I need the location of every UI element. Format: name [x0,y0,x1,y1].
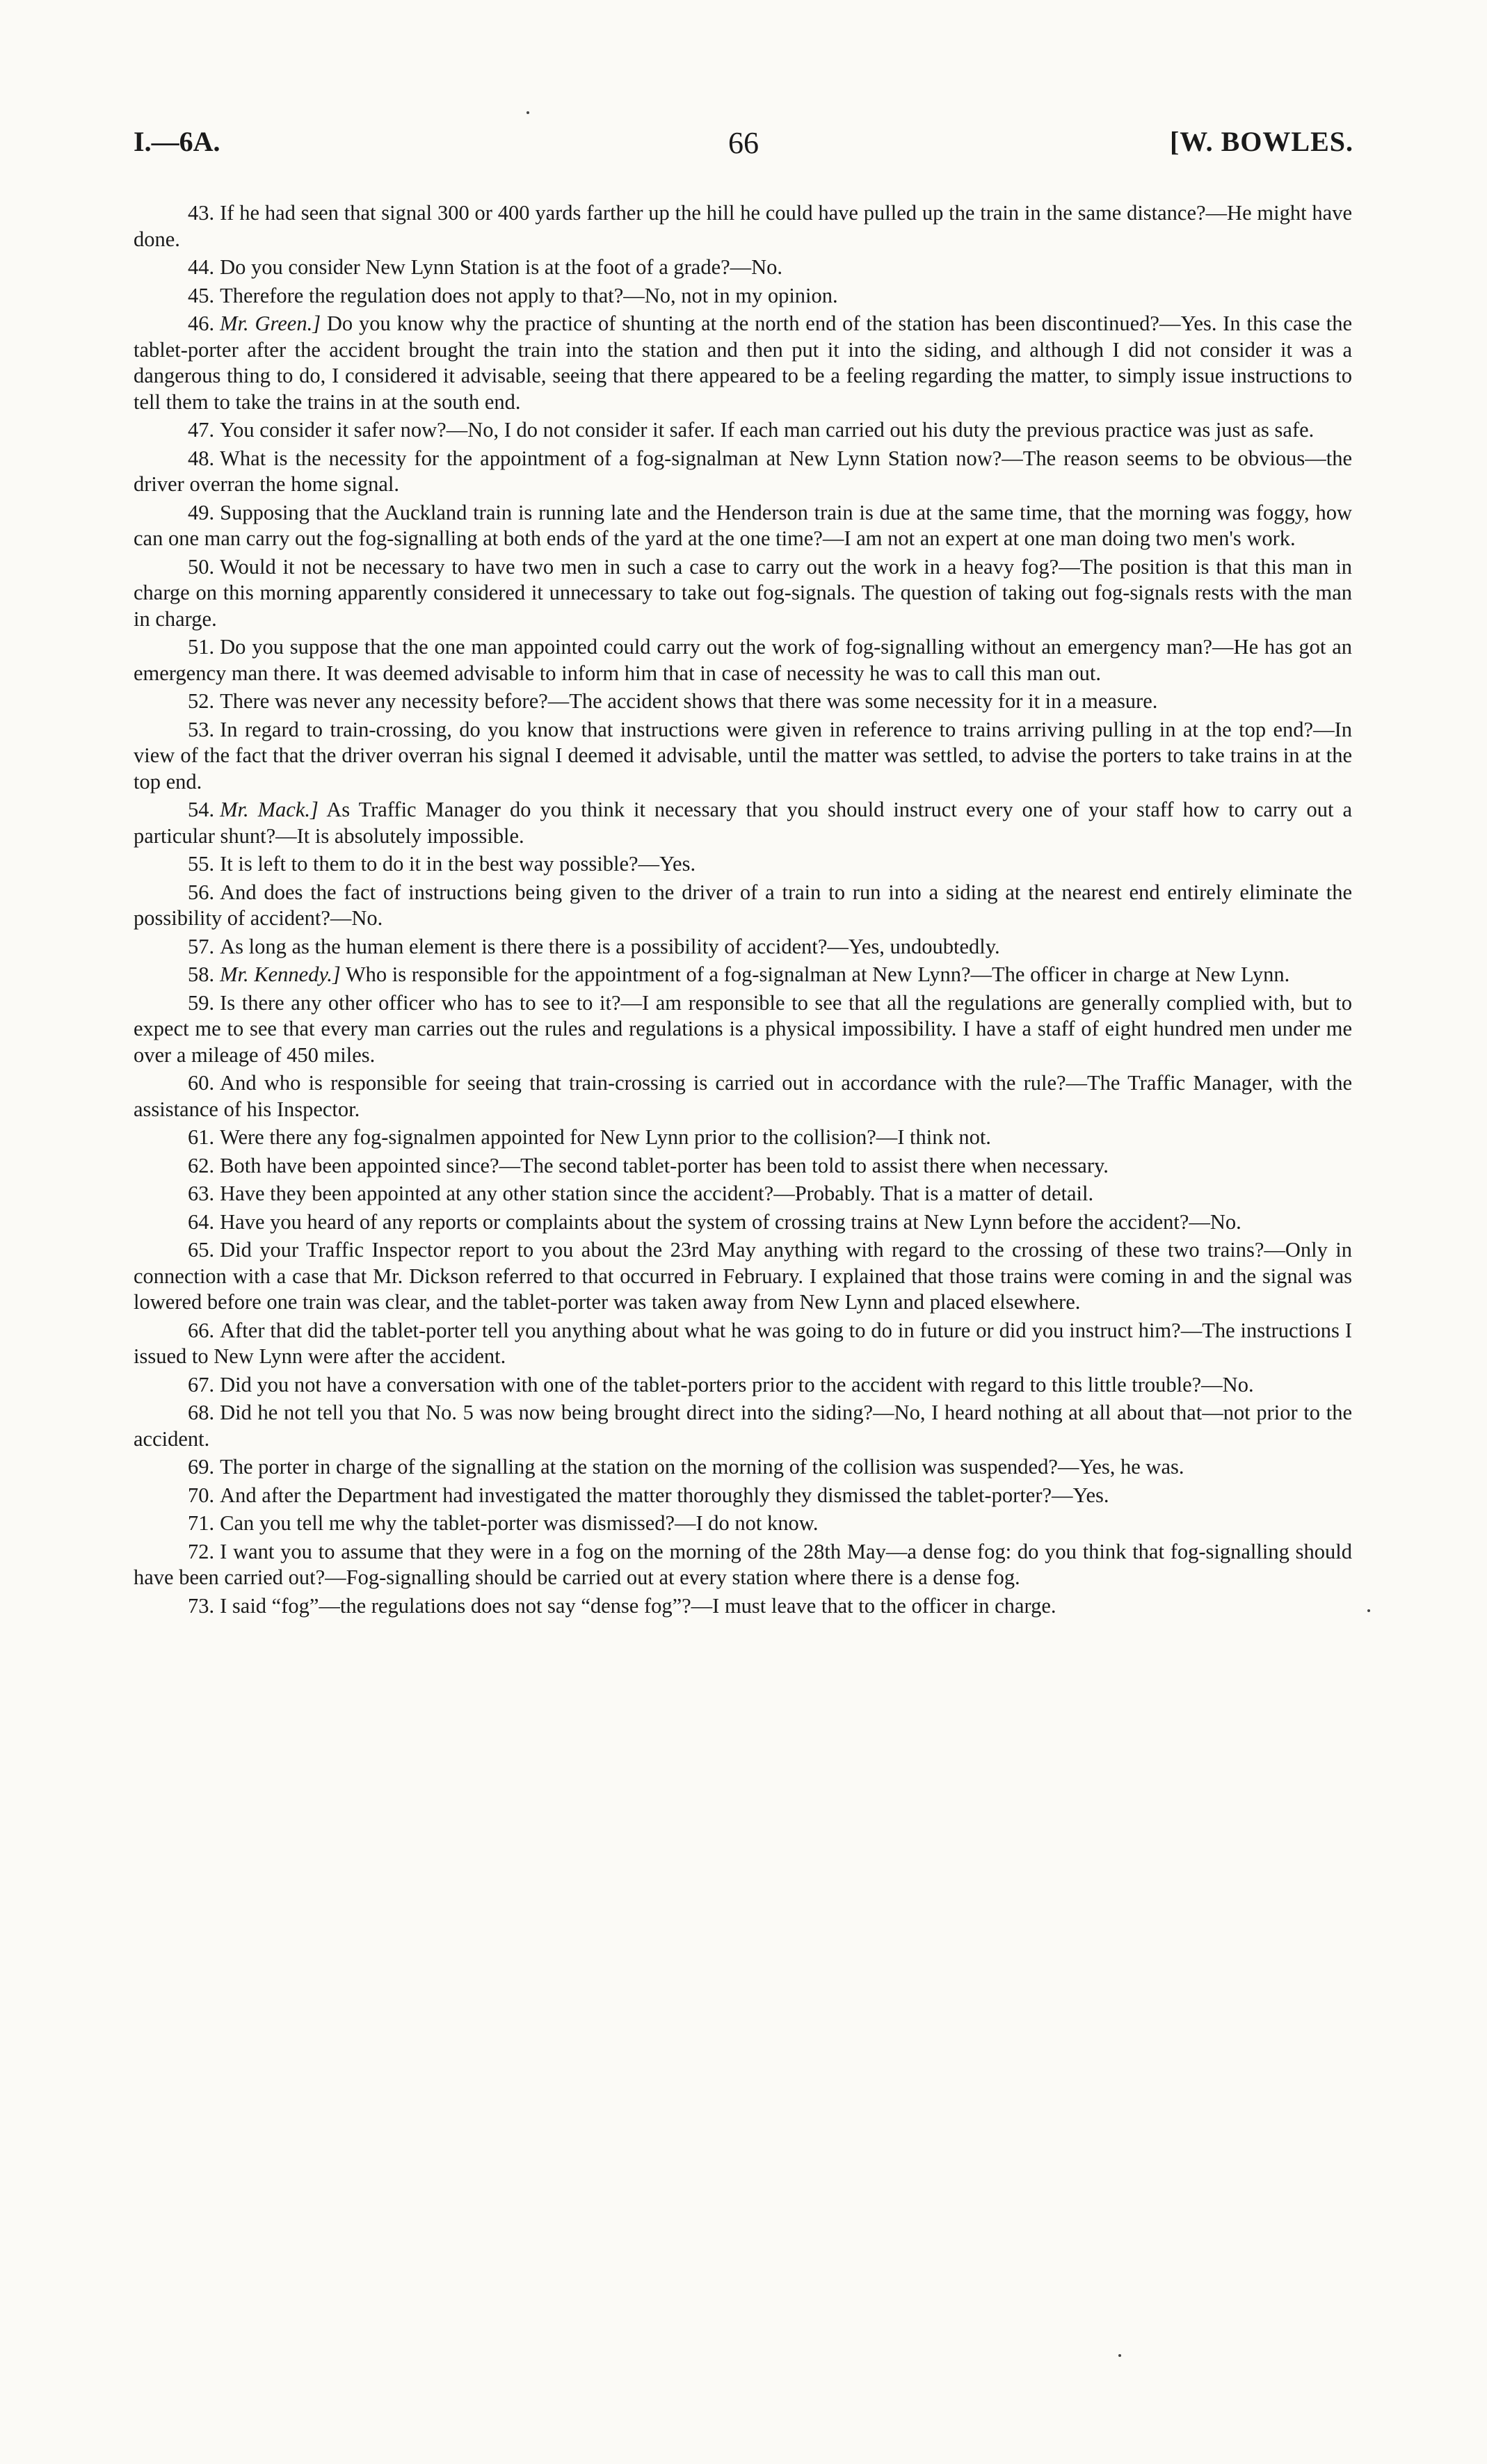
question-answer-text: Both have been appointed since?—The second tablet-porter has been told to assist there when necessary. [220,1153,1109,1177]
question-answer-text: If he had seen that signal 300 or 400 yards farther up the hill he could have pulled up the train in the same distance?—He might have done. [134,201,1352,251]
question-answer-paragraph [134,1400,1352,1452]
question-answer-paragraph [134,634,1352,686]
question-number: 45. [188,283,215,307]
print-speck [1367,1609,1370,1612]
question-number: 66. [188,1318,215,1342]
speaker-label: Mr. Green.] [220,312,321,335]
question-answer-paragraph [134,446,1352,498]
question-answer-text: As long as the human element is there there is a possibility of accident?—Yes, undoubtedly. [220,934,1000,958]
question-answer-paragraph [134,1318,1352,1370]
question-number: 56. [188,880,215,904]
question-number: 55. [188,852,215,876]
question-answer-text: What is the necessity for the appointment of a fog-signalman at New Lynn Station now?—The reason seems to be obvious—the driver overran the home signal. [134,446,1352,496]
document-reference: I.—6A. [134,126,220,157]
question-number: 73. [188,1593,215,1618]
testimony-body [134,200,1352,1621]
question-number: 57. [188,934,215,958]
page-number: 66 [728,126,759,160]
question-answer-paragraph [134,717,1352,796]
question-number: 47. [188,418,215,442]
question-answer-paragraph [134,200,1352,252]
question-answer-paragraph [134,1593,1352,1620]
question-answer-text: As Traffic Manager do you think it necessary that you should instruct every one of your staff how to carry out a particular shunt?—It is absolutely impossible. [134,798,1352,848]
question-answer-text: I said “fog”—the regulations does not say “dense fog”?—I must leave that to the officer in charge. [220,1593,1056,1618]
question-answer-paragraph [134,1070,1352,1122]
question-answer-paragraph [134,1483,1352,1509]
question-answer-paragraph [134,1125,1352,1151]
question-number: 68. [188,1401,215,1424]
question-answer-text: And does the fact of instructions being given to the driver of a train to run into a siding at the nearest end entirely eliminate the possibility of accident?—No. [134,880,1352,930]
question-answer-text: Have they been appointed at any other station since the accident?—Probably. That is a matter of detail. [220,1182,1094,1205]
question-answer-text: And after the Department had investigated the matter thoroughly they dismissed the tablet-porter?—Yes. [220,1483,1109,1507]
question-answer-paragraph [134,1209,1352,1236]
print-speck [527,111,529,114]
question-answer-text: Would it not be necessary to have two men in such a case to carry out the work in a heavy fog?—The position is that this man in charge on this morning apparently considered it unnecessary to take out fog-signals. The question of taking out fog-signals rests with the man in charge. [134,554,1352,631]
question-answer-paragraph [134,1539,1352,1591]
question-answer-text: Therefore the regulation does not apply to that?—No, not in my opinion. [220,283,838,307]
witness-name: [W. BOWLES. [1169,126,1353,157]
question-number: 46. [188,312,215,335]
question-number: 44. [188,255,215,279]
question-answer-paragraph [134,990,1352,1069]
question-number: 50. [188,554,215,579]
question-number: 72. [188,1539,215,1563]
question-answer-text: Can you tell me why the tablet-porter was dismissed?—I do not know. [220,1511,819,1535]
speaker-label: Mr. Kennedy.] [220,963,341,986]
question-answer-text: Do you suppose that the one man appointed could carry out the work of fog-signalling without an emergency man?—He has got an emergency man there. It was deemed advisable to inform him that in case of necessity he was to call this man out. [134,635,1352,685]
question-answer-text: Have you heard of any reports or complaints about the system of crossing trains at New Lynn before the accident?—No. [220,1209,1241,1234]
question-number: 43. [188,201,215,225]
question-number: 70. [188,1483,215,1507]
question-number: 59. [188,990,215,1015]
question-answer-paragraph [134,1181,1352,1207]
question-answer-text: In regard to train-crossing, do you know that instructions were given in reference to trains arriving pulling in at the top end?—In view of the fact that the driver overran his signal I deemed it advisable, until the matter was settled, to advise the porters to take trains in at the top end. [134,717,1352,794]
question-number: 67. [188,1372,215,1396]
question-answer-text: I want you to assume that they were in a fog on the morning of the 28th May—a dense fog: do you think that fog-signalling should have been carried out?—Fog-signalling should be carried out at every station where there is a dense fog. [134,1539,1352,1589]
question-answer-paragraph [134,851,1352,878]
question-answer-paragraph [134,934,1352,960]
question-answer-text: The porter in charge of the signalling at the station on the morning of the collision was suspended?—Yes, he was. [220,1455,1184,1479]
question-answer-paragraph [134,255,1352,281]
question-answer-text: It is left to them to do it in the best way possible?—Yes. [220,852,696,876]
question-answer-paragraph [134,283,1352,309]
question-number: 58. [188,963,215,986]
question-answer-text: After that did the tablet-porter tell you anything about what he was going to do in future or did you instruct him?—The instructions I issued to New Lynn were after the accident. [134,1318,1352,1368]
question-answer-text: Do you know why the practice of shunting at the north end of the station has been discontinued?—Yes. In this case the tablet-porter after the accident brought the train into the station and then put it into the siding, and although I did not consider it was a dangerous thing to do, I considered it advisable, seeing that there appeared to be a feeling regarding the matter, to simply issue instructions to tell them to take the trains in at the south end. [134,312,1352,414]
question-answer-text: You consider it safer now?—No, I do not consider it safer. If each man carried out his duty the previous practice was just as safe. [220,418,1315,442]
speaker-label: Mr. Mack.] [220,798,319,821]
question-answer-text: Is there any other officer who has to see to it?—I am responsible to see that all the regulations are generally complied with, but to expect me to see that every man carries out the rules and regulations is a physical impossibility. I have a staff of eight hundred men under me over a mileage of 450 miles. [134,990,1352,1067]
question-answer-paragraph [134,1511,1352,1537]
question-answer-paragraph [134,1153,1352,1179]
question-answer-text: Were there any fog-signalmen appointed for New Lynn prior to the collision?—I think not. [220,1125,991,1149]
question-answer-paragraph [134,962,1352,988]
question-answer-paragraph [134,554,1352,633]
page-header [0,125,1487,174]
question-answer-text: Supposing that the Auckland train is running late and the Henderson train is due at the same time, that the morning was foggy, how can one man carry out the fog-signalling at both ends of the yard at the one time?—I am not an expert at one man doing two men's work. [134,500,1352,550]
question-answer-paragraph [134,500,1352,552]
question-number: 62. [188,1153,215,1177]
question-number: 65. [188,1238,215,1262]
question-number: 60. [188,1071,215,1095]
print-speck [1118,2354,1121,2357]
question-answer-paragraph [134,1372,1352,1399]
question-number: 63. [188,1182,215,1205]
question-answer-paragraph [134,417,1352,444]
question-answer-text: Did your Traffic Inspector report to you about the 23rd May anything with regard to the crossing of these two trains?—Only in connection with a case that Mr. Dickson referred to that occurred in February. I explained that those trains were coming in and the signal was lowered before one train was clear, and the tablet-porter was taken away from New Lynn and placed elsewhere. [134,1238,1352,1314]
question-answer-paragraph [134,1237,1352,1316]
question-number: 61. [188,1125,215,1149]
question-number: 53. [188,717,215,741]
question-answer-paragraph [134,1454,1352,1481]
question-number: 49. [188,500,215,524]
question-answer-text: Did he not tell you that No. 5 was now being brought direct into the siding?—No, I heard nothing at all about that—not prior to the accident. [134,1401,1352,1451]
question-number: 48. [188,446,215,470]
question-answer-paragraph [134,797,1352,849]
question-number: 54. [188,798,215,821]
question-answer-text: There was never any necessity before?—The accident shows that there was some necessity for it in a measure. [220,689,1158,713]
question-number: 64. [188,1209,215,1234]
question-answer-text: Who is responsible for the appointment of a fog-signalman at New Lynn?—The officer in charge at New Lynn. [345,963,1290,986]
question-answer-text: Did you not have a conversation with one of the tablet-porters prior to the accident with regard to this little trouble?—No. [220,1372,1254,1396]
question-answer-paragraph [134,311,1352,415]
question-answer-paragraph [134,880,1352,932]
question-number: 52. [188,689,215,713]
question-answer-paragraph [134,689,1352,715]
question-answer-text: And who is responsible for seeing that train-crossing is carried out in accordance with the rule?—The Traffic Manager, with the assistance of his Inspector. [134,1071,1352,1121]
question-answer-text: Do you consider New Lynn Station is at the foot of a grade?—No. [220,255,783,279]
question-number: 71. [188,1511,215,1535]
question-number: 69. [188,1455,215,1479]
question-number: 51. [188,635,215,659]
